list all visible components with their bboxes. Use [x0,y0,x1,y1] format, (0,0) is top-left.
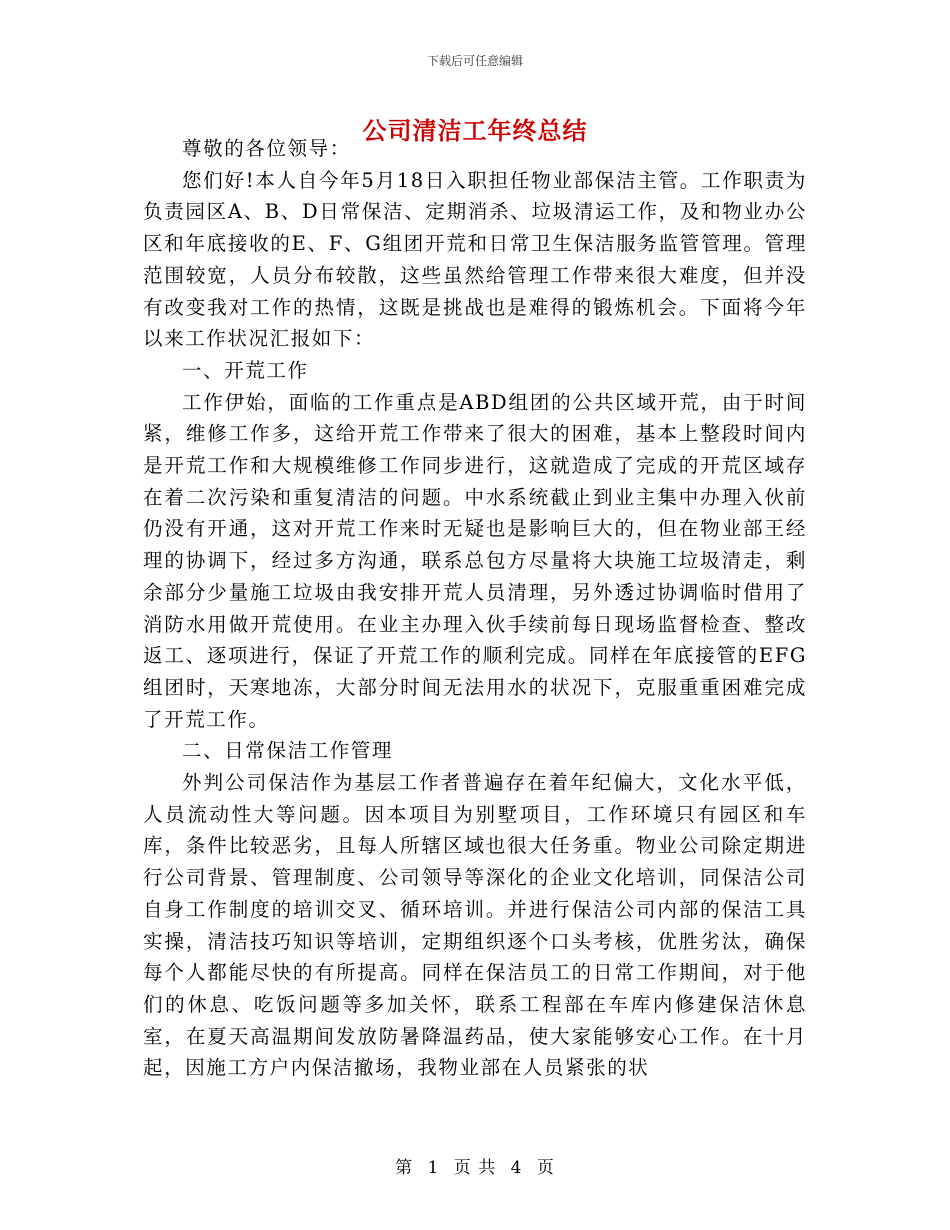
footer-middle: 页 共 [453,1158,497,1178]
footer-suffix: 页 [536,1158,555,1178]
section-heading-1: 一、开荒工作 [182,358,309,382]
salutation: 尊敬的各位领导： [182,137,351,160]
footer-page-number: 1 [427,1158,440,1178]
document-body [143,133,807,1084]
footer-prefix: 第 [395,1158,414,1178]
section-1-paragraph: 工作伊始，面临的工作重点是ABD组团的公共区域开荒，由于时间紧，维修工作多，这给开荒工作带来了很大的困难，基本上整段时间内是开荒工作和大规模维修工作同步进行，这就造成了完成的开荒区域存在着二次污染和重复清洁的问题。中水系统截止到业主集中办理入伙前仍没有开通，这对开荒工作来时无疑也是影响巨大的，但在物业部王经理的协调下，经过多方沟通，联系总包方尽量将大块施工垃圾清走，剩余部分少量施工垃圾由我安排开荒人员清理，另外透过协调临时借用了消防水用做开荒使用。在业主办理入伙手续前每日现场监督检查、整改返工、逐项进行，保证了开荒工作的顺利完成。同样在年底接管的EFG组团时，天寒地冻，大部分时间无法用水的状况下，克服重重困难完成了开荒工作。 [143,390,807,731]
section-2-paragraph: 外判公司保洁作为基层工作者普遍存在着年纪偏大，文化水平低，人员流动性大等问题。因本项目为别墅项目，工作环境只有园区和车库，条件比较恶劣，且每人所辖区域也很大任务重。物业公司除定期进行公司背景、管理制度、公司领导等深化的企业文化培训，同保洁公司自身工作制度的培训交叉、循环培训。并进行保洁公司内部的保洁工具实操，清洁技巧知识等培训，定期组织逐个口头考核，优胜劣汰，确保每个人都能尽快的有所提高。同样在保洁员工的日常工作期间，对于他们的休息、吃饭问题等多加关怀，联系工程部在车库内修建保洁休息室，在夏天高温期间发放防暑降温药品，使大家能够安心工作。在十月起，因施工方户内保洁撤场，我物业部在人员紧张的状 [143,771,807,1080]
header-note: 下载后可任意编辑 [426,54,523,68]
document-title: 公司清洁工年终总结 [362,116,588,145]
footer-total-pages: 4 [510,1158,523,1178]
intro-paragraph: 您们好!本人自今年5月18日入职担任物业部保洁主管。工作职责为负责园区A、B、D日常保洁、定期消杀、垃圾清运工作，及和物业办公区和年底接收的E、F、G组团开荒和日常卫生保洁服务监管管理。管理范围较宽，人员分布较散，这些虽然给管理工作带来很大难度，但并没有改变我对工作的热情，这既是挑战也是难得的锻炼机会。下面将今年以来工作状况汇报如下： [143,168,807,351]
section-heading-2: 二、日常保洁工作管理 [182,739,394,763]
page-footer [0,1153,950,1178]
